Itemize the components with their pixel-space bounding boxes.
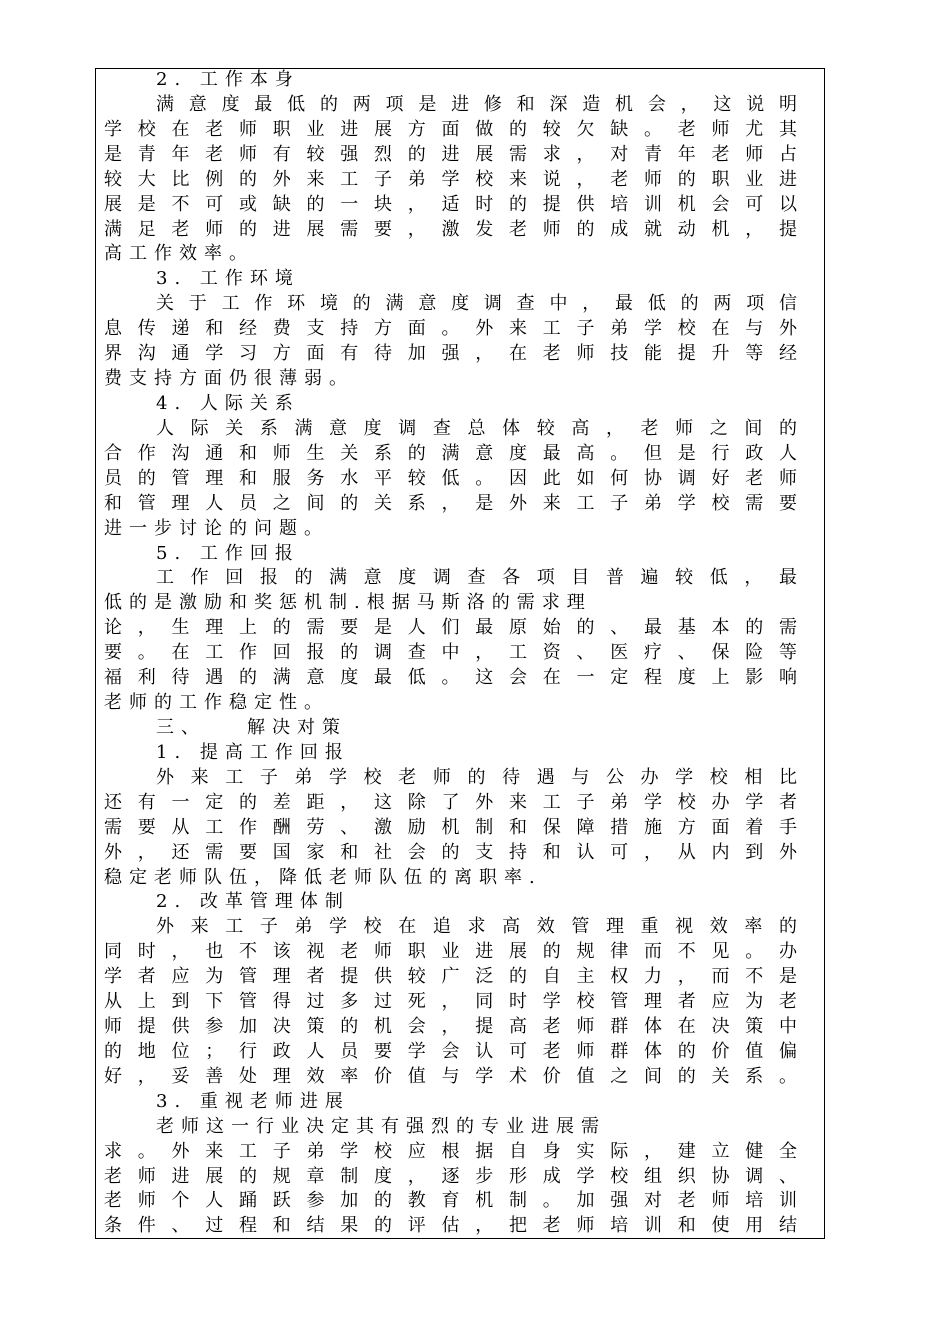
text-line: 好，妥善处理效率价值与学术价值之间的关系。 [104, 1065, 804, 1087]
text-line: 学者应为管理者提供较广泛的自主权力，而不是 [104, 966, 804, 988]
text-line: 从上到下管得过多过死，同时学校管理者应为老 [104, 991, 804, 1013]
text-line: 5. 工作回报 [156, 542, 300, 564]
text-line: 1. 提高工作回报 [156, 741, 350, 763]
text-line: 息传递和经费支持方面。外来工子弟学校在与外 [104, 318, 804, 340]
text-line: 3. 工作环境 [156, 268, 300, 290]
text-line: 老师个人踊跃参加的教育机制。加强对老师培训 [104, 1190, 804, 1212]
text-line: 和管理人员之间的关系，是外来工子弟学校需要 [104, 492, 804, 514]
text-line: 外来工子弟学校老师的待遇与公办学校相比 [156, 766, 804, 788]
text-line: 工作回报的满意度调查各项目普遍较低，最 [156, 567, 804, 589]
text-line: 合作沟通和师生关系的满意度最高。但是行政人 [104, 442, 804, 464]
text-line: 老师这一行业决定其有强烈的专业进展需 [156, 1115, 606, 1137]
text-line: 是青年老师有较强烈的进展需求，对青年老师占 [104, 143, 804, 165]
text-line: 进一步讨论的问题。 [104, 517, 329, 539]
document-body [104, 68, 804, 1239]
text-line: 高工作效率。 [104, 243, 254, 265]
text-line: 要。在工作回报的调查中，工资、医疗、保险等 [104, 642, 804, 664]
text-line: 2. 改革管理体制 [156, 891, 350, 913]
text-line: 关于工作环境的满意度调查中，最低的两项信 [156, 293, 804, 315]
text-line: 低的是激励和奖惩机制.根据马斯洛的需求理 [104, 592, 592, 614]
text-line: 满意度最低的两项是进修和深造机会，这说明 [156, 93, 804, 115]
text-line: 展是不可或缺的一块，适时的提供培训机会可以 [104, 193, 804, 215]
text-line: 还有一定的差距，这除了外来工子弟学校办学者 [104, 791, 804, 813]
text-line: 员的管理和服务水平较低。因此如何协调好老师 [104, 467, 804, 489]
text-line: 三、 解决对策 [156, 716, 347, 738]
text-line: 同时，也不该视老师职业进展的规律而不见。办 [104, 941, 804, 963]
text-line: 老师进展的规章制度，逐步形成学校组织协调、 [104, 1165, 804, 1187]
text-line: 2. 工作本身 [156, 69, 300, 90]
text-line: 论，生理上的需要是人们最原始的、最基本的需 [104, 617, 804, 639]
text-line: 的地位；行政人员要学会认可老师群体的价值偏 [104, 1040, 804, 1062]
text-line: 外来工子弟学校在追求高效管理重视效率的 [156, 916, 804, 938]
text-line: 学校在老师职业进展方面做的较欠缺。老师尤其 [104, 118, 804, 140]
text-line: 界沟通学习方面有待加强，在老师技能提升等经 [104, 343, 804, 365]
text-line: 较大比例的外来工子弟学校来说，老师的职业进 [104, 168, 804, 190]
text-line: 3. 重视老师进展 [156, 1090, 350, 1112]
text-line: 福利待遇的满意度最低。这会在一定程度上影响 [104, 667, 804, 689]
text-line: 师提供参加决策的机会，提高老师群体在决策中 [104, 1016, 804, 1038]
text-line: 外，还需要国家和社会的支持和认可，从内到外 [104, 841, 804, 863]
text-line: 满足老师的进展需要，激发老师的成就动机，提 [104, 218, 804, 240]
text-line: 需要从工作酬劳、激励机制和保障措施方面着手 [104, 816, 804, 838]
text-line: 稳定老师队伍，降低老师队伍的离职率. [104, 866, 542, 888]
text-line: 老师的工作稳定性。 [104, 692, 329, 714]
text-line: 费支持方面仍很薄弱。 [104, 368, 354, 390]
text-line: 人际关系满意度调查总体较高，老师之间的 [156, 417, 804, 439]
text-line: 条件、过程和结果的评估，把老师培训和使用结 [104, 1215, 804, 1237]
text-line: 求。外来工子弟学校应根据自身实际，建立健全 [104, 1140, 804, 1162]
text-line: 4. 人际关系 [156, 392, 300, 414]
